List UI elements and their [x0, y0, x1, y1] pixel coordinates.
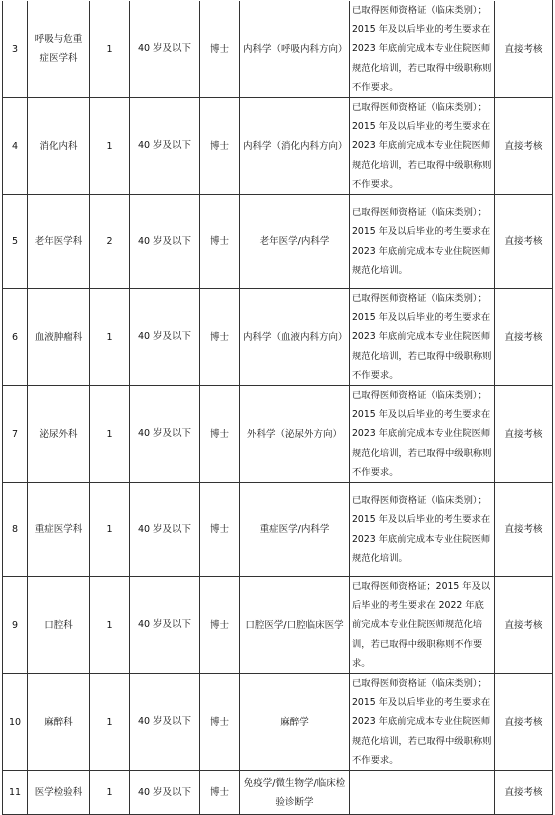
- age-limit: 40 岁及以下: [130, 289, 200, 386]
- major: 老年医学/内科学: [240, 195, 350, 289]
- recruit-method: 直接考核: [495, 577, 553, 674]
- age-limit: 40 岁及以下: [130, 483, 200, 577]
- headcount: 1: [90, 674, 130, 771]
- table-row: [3, 771, 553, 815]
- department: 重症医学科: [28, 483, 90, 577]
- department: 消化内科: [28, 98, 90, 195]
- major: 外科学（泌尿外方向）: [240, 386, 350, 483]
- table-row: [3, 577, 553, 674]
- requirement: 已取得医师资格证（临床类别）；2015 年及以后毕业的考生要求在 2023 年底前完成本专业住院医师规范化培训，若已取得中级职称则不作要求。: [350, 289, 495, 386]
- degree: 博士: [200, 289, 240, 386]
- department: 口腔科: [28, 577, 90, 674]
- department: 呼吸与危重症医学科: [28, 1, 90, 98]
- requirement: 已取得医师资格证（临床类别）；2015 年及以后毕业的考生要求在 2023 年底前完成本专业住院医师规范化培训，若已取得中级职称则不作要求。: [350, 674, 495, 771]
- department: 老年医学科: [28, 195, 90, 289]
- table-row: [3, 674, 553, 771]
- degree: 博士: [200, 386, 240, 483]
- degree: 博士: [200, 1, 240, 98]
- recruit-method: 直接考核: [495, 386, 553, 483]
- row-number: 8: [3, 483, 28, 577]
- table-row: [3, 98, 553, 195]
- recruit-method: 直接考核: [495, 195, 553, 289]
- table-body: [3, 1, 553, 815]
- recruit-method: 直接考核: [495, 674, 553, 771]
- degree: 博士: [200, 674, 240, 771]
- age-limit: 40 岁及以下: [130, 98, 200, 195]
- row-number: 3: [3, 1, 28, 98]
- department: 医学检验科: [28, 771, 90, 815]
- headcount: 1: [90, 577, 130, 674]
- requirement: [350, 771, 495, 815]
- degree: 博士: [200, 577, 240, 674]
- recruitment-table: [2, 0, 553, 815]
- major: 内科学（呼吸内科方向）: [240, 1, 350, 98]
- recruit-method: 直接考核: [495, 483, 553, 577]
- major: 口腔医学/口腔临床医学: [240, 577, 350, 674]
- table-row: [3, 1, 553, 98]
- degree: 博士: [200, 195, 240, 289]
- table-row: [3, 195, 553, 289]
- table-row: [3, 289, 553, 386]
- age-limit: 40 岁及以下: [130, 195, 200, 289]
- table-row: [3, 386, 553, 483]
- row-number: 4: [3, 98, 28, 195]
- requirement: 已取得医师资格证（临床类别）；2015 年及以后毕业的考生要求在 2023 年底前完成本专业住院医师规范化培训。: [350, 195, 495, 289]
- headcount: 1: [90, 98, 130, 195]
- recruit-method: 直接考核: [495, 98, 553, 195]
- recruit-method: 直接考核: [495, 289, 553, 386]
- recruit-method: 直接考核: [495, 771, 553, 815]
- table-row: [3, 483, 553, 577]
- requirement: 已取得医师资格证；2015 年及以后毕业的考生要求在 2022 年底前完成本专业住院医师规范化培训，若已取得中级职称则不作要求。: [350, 577, 495, 674]
- requirement: 已取得医师资格证（临床类别）；2015 年及以后毕业的考生要求在 2023 年底前完成本专业住院医师规范化培训。: [350, 483, 495, 577]
- age-limit: 40 岁及以下: [130, 674, 200, 771]
- headcount: 1: [90, 386, 130, 483]
- degree: 博士: [200, 483, 240, 577]
- requirement: 已取得医师资格证（临床类别）；2015 年及以后毕业的考生要求在 2023 年底前完成本专业住院医师规范化培训，若已取得中级职称则不作要求。: [350, 386, 495, 483]
- department: 麻醉科: [28, 674, 90, 771]
- headcount: 1: [90, 483, 130, 577]
- headcount: 1: [90, 289, 130, 386]
- major: 内科学（消化内科方向）: [240, 98, 350, 195]
- recruit-method: 直接考核: [495, 1, 553, 98]
- major: 免疫学/微生物学/临床检验诊断学: [240, 771, 350, 815]
- page-top-edge: [2, 0, 552, 1]
- department: 泌尿外科: [28, 386, 90, 483]
- row-number: 10: [3, 674, 28, 771]
- row-number: 6: [3, 289, 28, 386]
- row-number: 11: [3, 771, 28, 815]
- age-limit: 40 岁及以下: [130, 386, 200, 483]
- age-limit: 40 岁及以下: [130, 577, 200, 674]
- department: 血液肿瘤科: [28, 289, 90, 386]
- major: 内科学（血液内科方向）: [240, 289, 350, 386]
- age-limit: 40 岁及以下: [130, 771, 200, 815]
- requirement: 已取得医师资格证（临床类别）；2015 年及以后毕业的考生要求在 2023 年底前完成本专业住院医师规范化培训，若已取得中级职称则不作要求。: [350, 98, 495, 195]
- degree: 博士: [200, 98, 240, 195]
- requirement: 已取得医师资格证（临床类别）；2015 年及以后毕业的考生要求在 2023 年底前完成本专业住院医师规范化培训，若已取得中级职称则不作要求。: [350, 1, 495, 98]
- degree: 博士: [200, 771, 240, 815]
- headcount: 1: [90, 1, 130, 98]
- age-limit: 40 岁及以下: [130, 1, 200, 98]
- headcount: 1: [90, 771, 130, 815]
- row-number: 5: [3, 195, 28, 289]
- row-number: 7: [3, 386, 28, 483]
- row-number: 9: [3, 577, 28, 674]
- major: 麻醉学: [240, 674, 350, 771]
- headcount: 2: [90, 195, 130, 289]
- major: 重症医学/内科学: [240, 483, 350, 577]
